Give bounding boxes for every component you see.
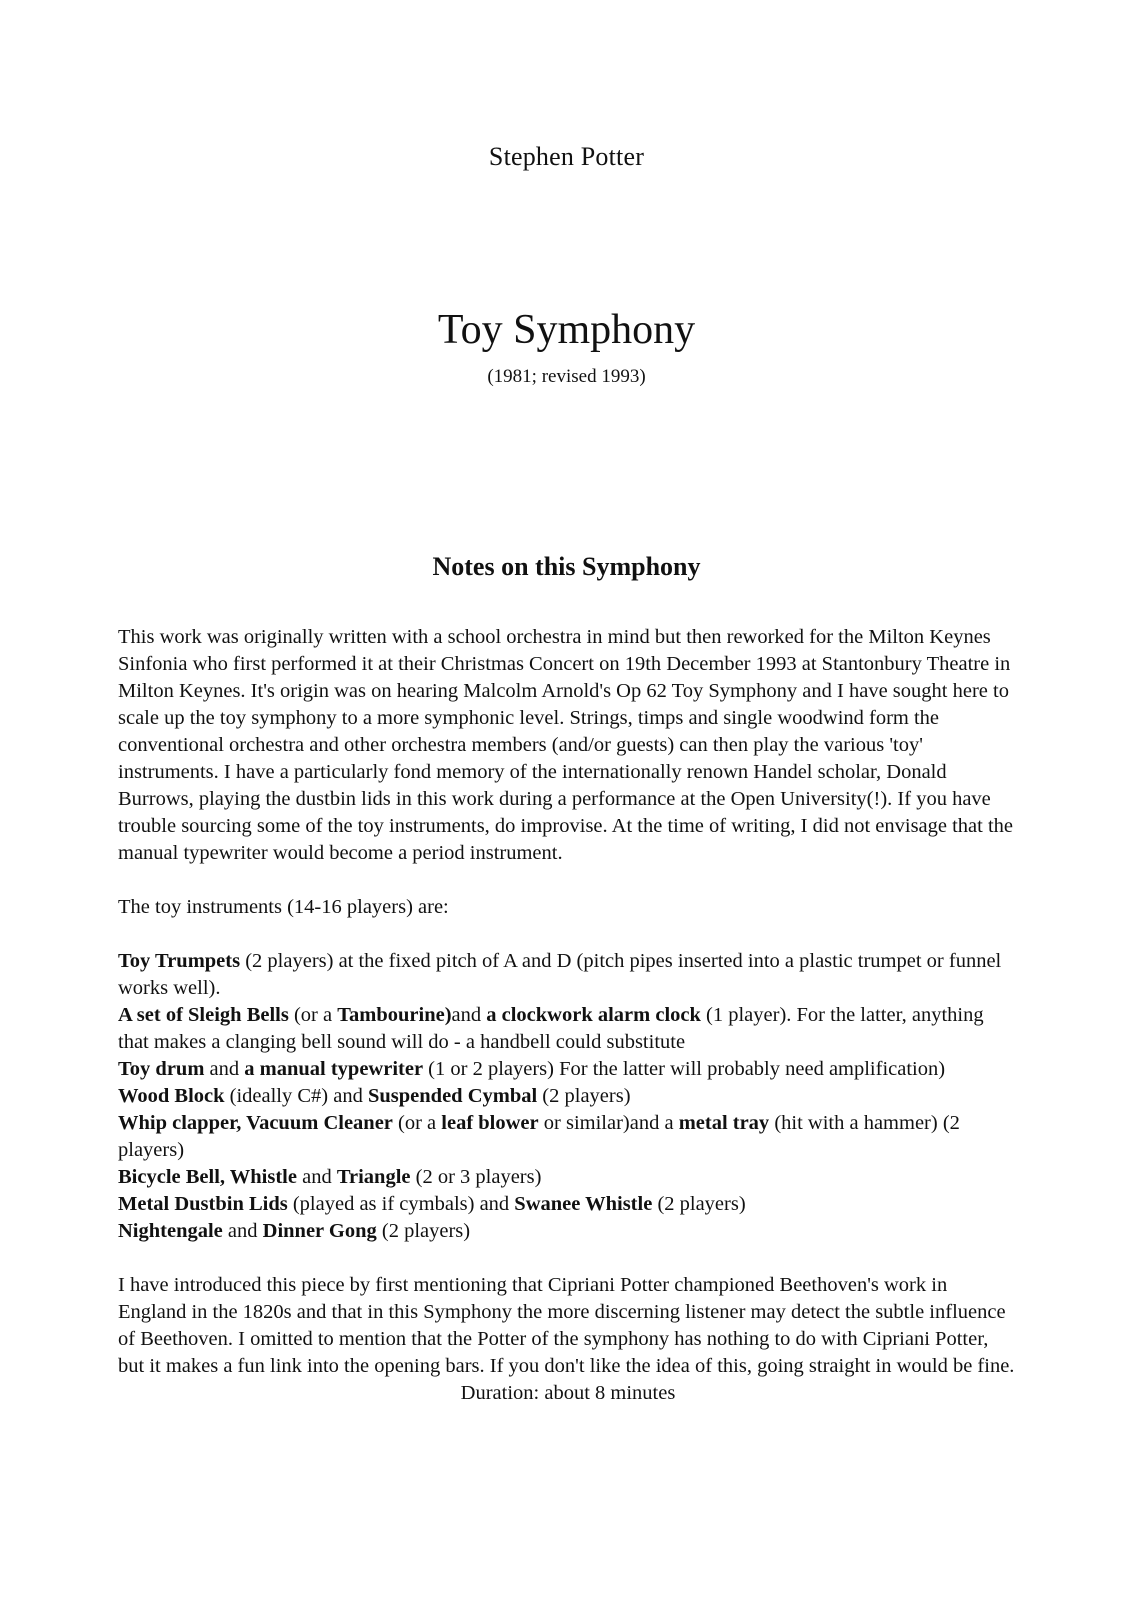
toy-instruments-intro: The toy instruments (14-16 players) are: — [118, 896, 449, 918]
instrument-detail: or similar)and a — [538, 1112, 679, 1134]
instrument-name: Tambourine) — [337, 1004, 452, 1026]
instrument-name: Bicycle Bell, Whistle — [118, 1166, 297, 1188]
instrument-name: a clockwork alarm clock — [486, 1004, 701, 1026]
instrument-detail: and — [451, 1004, 487, 1026]
instrument-detail: (1 player). For the latter, anything that makes a clanging bell sound will do - a handbell could substitute — [118, 1004, 984, 1053]
instrument-detail: (played as if cymbals) and — [287, 1193, 515, 1215]
instrument-detail: (or a — [392, 1112, 442, 1134]
instrument-item — [118, 1002, 1018, 1056]
instrument-detail: and — [296, 1166, 337, 1188]
instrument-detail: (1 or 2 players) For the latter will probably need amplification) — [423, 1058, 946, 1080]
instrument-item — [118, 1164, 1018, 1191]
instrument-detail: and — [204, 1058, 245, 1080]
instrument-name: Swanee Whistle — [514, 1193, 653, 1215]
instrument-detail: (or a — [288, 1004, 338, 1026]
instrument-item — [118, 1056, 1018, 1083]
instrument-name: Whip clapper, Vacuum Cleaner — [118, 1112, 393, 1134]
instrument-item — [118, 1191, 1018, 1218]
notes-body — [118, 624, 1018, 1407]
notes-heading: Notes on this Symphony — [432, 552, 701, 581]
instrument-name: Toy Trumpets — [118, 950, 241, 972]
instrument-name: A set of Sleigh Bells — [118, 1004, 289, 1026]
instrument-list — [118, 948, 1018, 1245]
instrument-detail: and — [222, 1220, 263, 1242]
instrument-name: a manual typewriter — [244, 1058, 424, 1080]
closing-paragraph: I have introduced this piece by first mentioning that Cipriani Potter championed Beethoven's work in England in the 1820s and that in this Symphony the more discerning listener may detect the subtle influence of Beethoven. I omitted to mention that the Potter of the symphony has nothing to do with Cipriani Potter, but it makes a fun link into the opening bars. If you don't like the idea of this, going straight in would be fine. — [118, 1274, 1015, 1377]
intro-paragraph: This work was originally written with a school orchestra in mind but then reworked for the Milton Keynes Sinfonia who first performed it at their Christmas Concert on 19th December 1993 at Stantonbury Theatre in Milton Keynes. It's origin was on hearing Malcolm Arnold's Op 62 Toy Symphony and I have sought here to scale up the toy symphony to a more symphonic level. Strings, timps and single woodwind form the conventional orchestra and other orchestra members (and/or guests) can then play the various 'toy' instruments. I have a particularly fond memory of the internationally renown Handel scholar, Donald Burrows, playing the dustbin lids in this work during a performance at the Open University(!). If you have trouble sourcing some of the toy instruments, do improvise. At the time of writing, I did not envisage that the manual typewriter would become a period instrument. — [118, 626, 1014, 864]
instrument-name: metal tray — [678, 1112, 770, 1134]
instrument-detail: (ideally C#) and — [224, 1085, 368, 1107]
duration-line: Duration: about 8 minutes — [460, 1382, 676, 1404]
composer-name: Stephen Potter — [488, 142, 645, 171]
instrument-item — [118, 1083, 1018, 1110]
work-dates: (1981; revised 1993) — [487, 366, 646, 387]
instrument-name: Nightengale — [118, 1220, 223, 1242]
instrument-detail: (2 players) — [376, 1220, 471, 1242]
instrument-name: Triangle — [336, 1166, 411, 1188]
instrument-name: Metal Dustbin Lids — [118, 1193, 288, 1215]
instrument-name: leaf blower — [441, 1112, 539, 1134]
instrument-name: Toy drum — [118, 1058, 205, 1080]
instrument-item — [118, 1110, 1018, 1164]
work-title: Toy Symphony — [437, 307, 696, 353]
instrument-item — [118, 948, 1018, 1002]
instrument-detail: (2 players) — [652, 1193, 746, 1215]
instrument-detail: (2 or 3 players) — [410, 1166, 542, 1188]
instrument-name: Wood Block — [118, 1085, 225, 1107]
instrument-name: Dinner Gong — [262, 1220, 377, 1242]
instrument-detail: (2 players) — [537, 1085, 631, 1107]
instrument-item — [118, 1218, 1018, 1245]
instrument-detail: (hit with a hammer) (2 players) — [118, 1112, 960, 1161]
instrument-detail: (2 players) at the fixed pitch of A and D (pitch pipes inserted into a plastic trumpet or funnel works well). — [118, 950, 1002, 999]
instrument-name: Suspended Cymbal — [367, 1085, 538, 1107]
